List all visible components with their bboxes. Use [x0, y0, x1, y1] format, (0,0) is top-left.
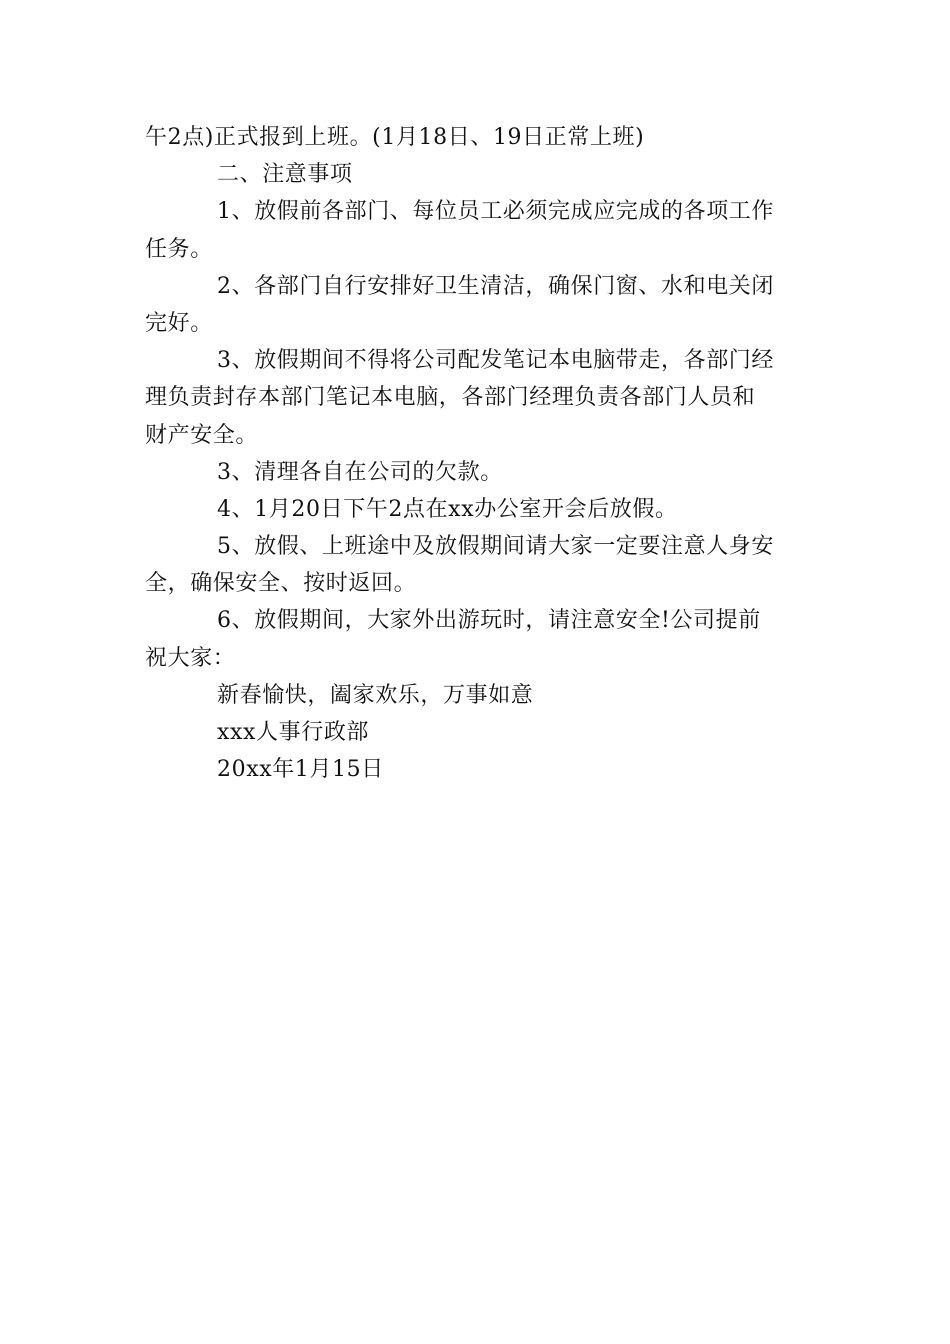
item-4-line-1: 4、1月20日下午2点在xx办公室开会后放假。 — [217, 496, 678, 522]
item-1-line-1: 1、放假前各部门、每位员工必须完成应完成的各项工作 — [217, 199, 774, 225]
item-3-line-2: 理负责封存本部门笔记本电脑，各部门经理负责各部门人员和 — [145, 385, 756, 411]
item-5-line-1: 5、放假、上班途中及放假期间请大家一定要注意人身安 — [217, 534, 774, 560]
signature-department: xxx人事行政部 — [217, 720, 370, 745]
section-heading-notes: 二、注意事项 — [217, 162, 353, 188]
item-2-line-2: 完好。 — [145, 310, 213, 336]
item-3b-line-1: 3、清理各自在公司的欠款。 — [217, 459, 503, 485]
item-6-line-1: 6、放假期间，大家外出游玩时，请注意安全!公司提前 — [217, 608, 761, 634]
greeting: 新春愉快，阖家欢乐，万事如意 — [217, 682, 534, 708]
item-5-line-2: 全，确保安全、按时返回。 — [145, 571, 417, 597]
item-6-line-2: 祝大家： — [145, 645, 236, 671]
item-3-line-1: 3、放假期间不得将公司配发笔记本电脑带走，各部门经 — [217, 348, 774, 374]
line-continuation: 午2点)正式报到上班。(1月18日、19日正常上班) — [145, 125, 645, 150]
item-3-line-3: 财产安全。 — [145, 422, 259, 448]
signature-date: 20xx年1月15日 — [217, 757, 384, 783]
document-body — [145, 119, 805, 788]
item-1-line-2: 任务。 — [145, 236, 213, 262]
item-2-line-1: 2、各部门自行安排好卫生清洁，确保门窗、水和电关闭 — [217, 273, 774, 299]
